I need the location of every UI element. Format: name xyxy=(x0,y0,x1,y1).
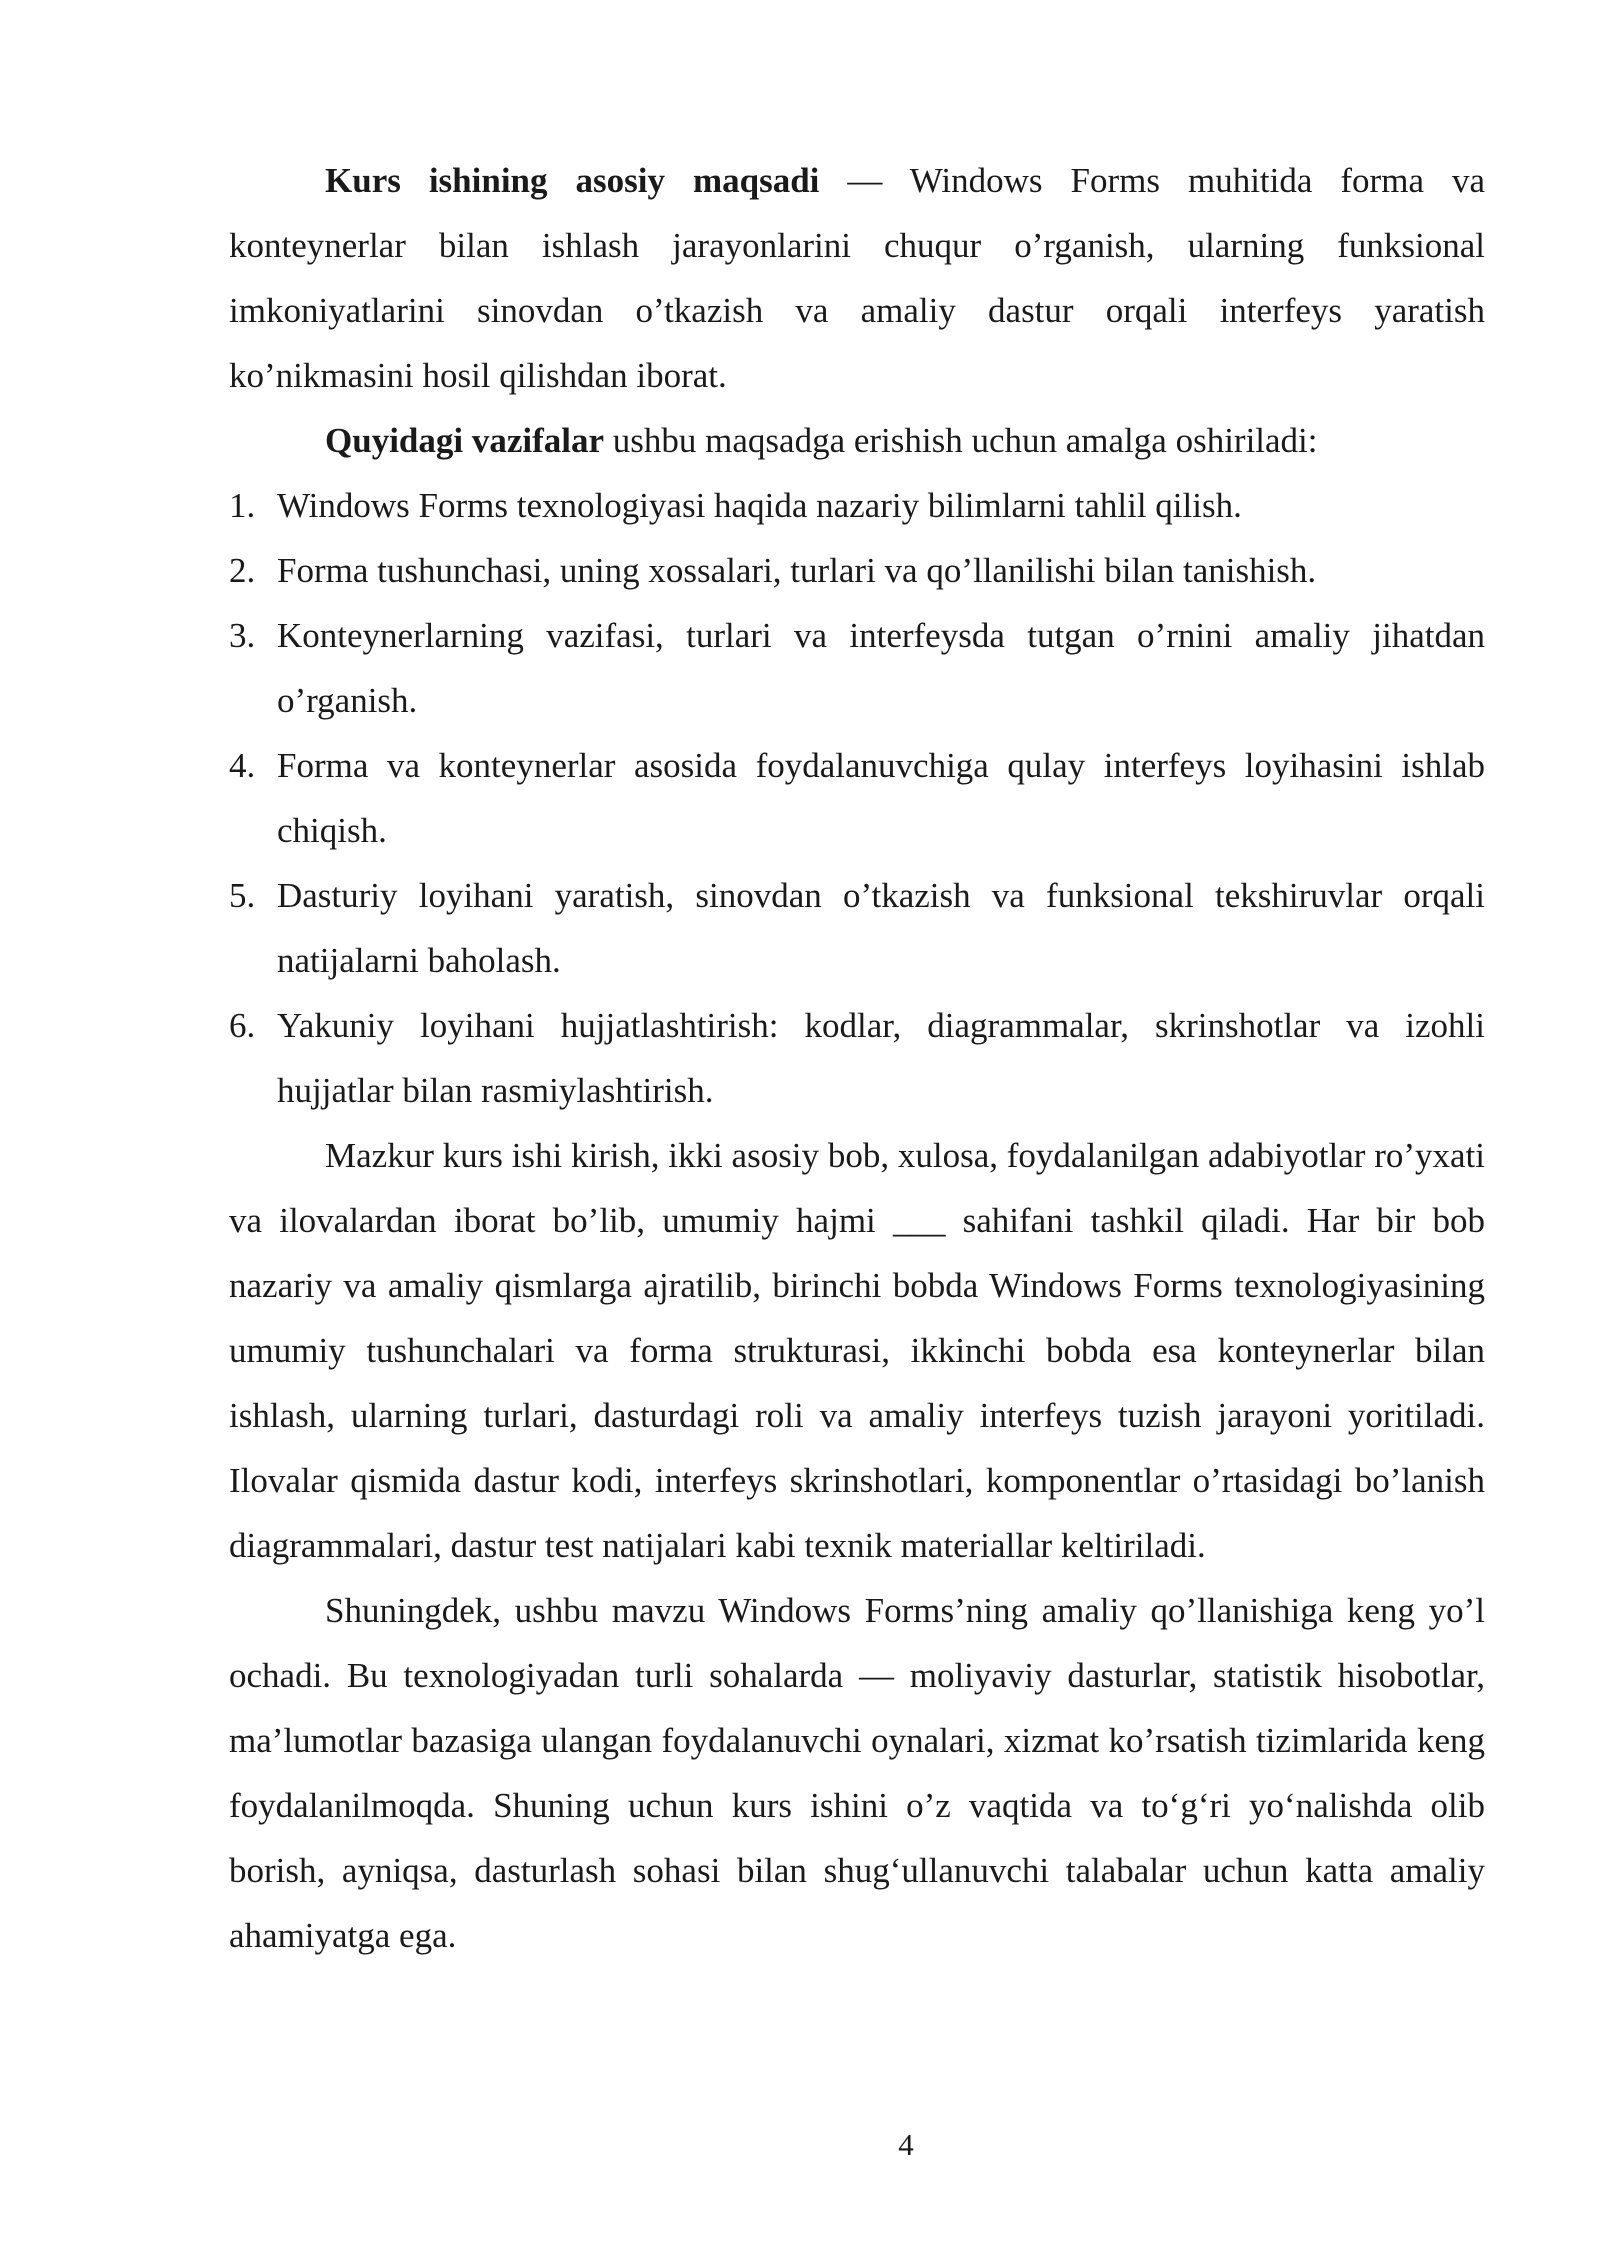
task-item xyxy=(229,603,1485,733)
task-number: 4. xyxy=(229,746,256,785)
task-number: 6. xyxy=(229,1006,256,1045)
structure-paragraph: Mazkur kurs ishi kirish, ikki asosiy bob, xulosa, foydalanilgan adabiyotlar ro’yxati va ilovalardan iborat bo’lib, umumiy hajmi ___ sahifani tashkil qiladi. Har bir bob nazariy va amaliy qismlarga ajratilib, birinchi bobda Windows Forms texnologiyasining umumiy tushunchalari va forma strukturasi, ikkinchi bobda esa konteynerlar bilan ishlash, ularning turlari, dasturdagi roli va amaliy interfeys tuzish jarayoni yoritiladi. Ilovalar qismida dastur kodi, interfeys skrinshotlari, komponentlar o’rtasidagi bo’lanish diagrammalari, dastur test natijalari kabi texnik materiallar keltiriladi. xyxy=(229,1136,1485,1565)
task-number: 5. xyxy=(229,876,256,915)
tasks-lead: Quyidagi vazifalar xyxy=(325,421,605,460)
tasks-intro-paragraph xyxy=(229,408,1485,473)
task-number: 3. xyxy=(229,616,256,655)
task-item xyxy=(229,473,1485,538)
task-item xyxy=(229,538,1485,603)
task-list xyxy=(229,473,1485,1123)
goal-lead: Kurs ishining asosiy maqsadi xyxy=(325,161,820,200)
task-number: 2. xyxy=(229,551,256,590)
task-text: Forma va konteynerlar asosida foydalanuvchiga qulay interfeys loyihasini ishlab chiqish. xyxy=(277,746,1485,850)
task-text: Forma tushunchasi, uning xossalari, turlari va qo’llanilishi bilan tanishish. xyxy=(277,551,1317,590)
task-text: Konteynerlarning vazifasi, turlari va interfeysda tutgan o’rnini amaliy jihatdan o’rganish. xyxy=(277,616,1485,720)
task-text: Yakuniy loyihani hujjatlashtirish: kodlar, diagrammalar, skrinshotlar va izohli hujjatlar bilan rasmiylashtirish. xyxy=(277,1006,1485,1110)
goal-paragraph xyxy=(229,148,1485,408)
page-number: 4 xyxy=(898,2127,914,2162)
task-item xyxy=(229,733,1485,863)
page-body xyxy=(229,148,1485,1968)
task-item xyxy=(229,993,1485,1123)
task-text: Windows Forms texnologiyasi haqida nazariy bilimlarni tahlil qilish. xyxy=(277,486,1242,525)
tasks-intro-text: ushbu maqsadga erishish uchun amalga oshiriladi: xyxy=(604,421,1318,460)
task-text: Dasturiy loyihani yaratish, sinovdan o’tkazish va funksional tekshiruvlar orqali natijalarni baholash. xyxy=(277,876,1485,980)
goal-text: — Windows Forms muhitida forma va konteynerlar bilan ishlash jarayonlarini chuqur o’rganish, ularning funksional imkoniyatlarini sinovdan o’tkazish va amaliy dastur orqali interfeys yaratish ko’nikmasini hosil qilishdan iborat. xyxy=(229,161,1486,395)
task-number: 1. xyxy=(229,486,256,525)
task-item xyxy=(229,863,1485,993)
closing-paragraph: Shuningdek, ushbu mavzu Windows Forms’ning amaliy qo’llanishiga keng yo’l ochadi. Bu texnologiyadan turli sohalarda — moliyaviy dasturlar, statistik hisobotlar, ma’lumotlar bazasiga ulangan foydalanuvchi oynalari, xizmat ko’rsatish tizimlarida keng foydalanilmoqda. Shuning uchun kurs ishini o’z vaqtida va to‘g‘ri yo‘nalishda olib borish, ayniqsa, dasturlash sohasi bilan shug‘ullanuvchi talabalar uchun katta amaliy ahamiyatga ega. xyxy=(229,1591,1485,1955)
